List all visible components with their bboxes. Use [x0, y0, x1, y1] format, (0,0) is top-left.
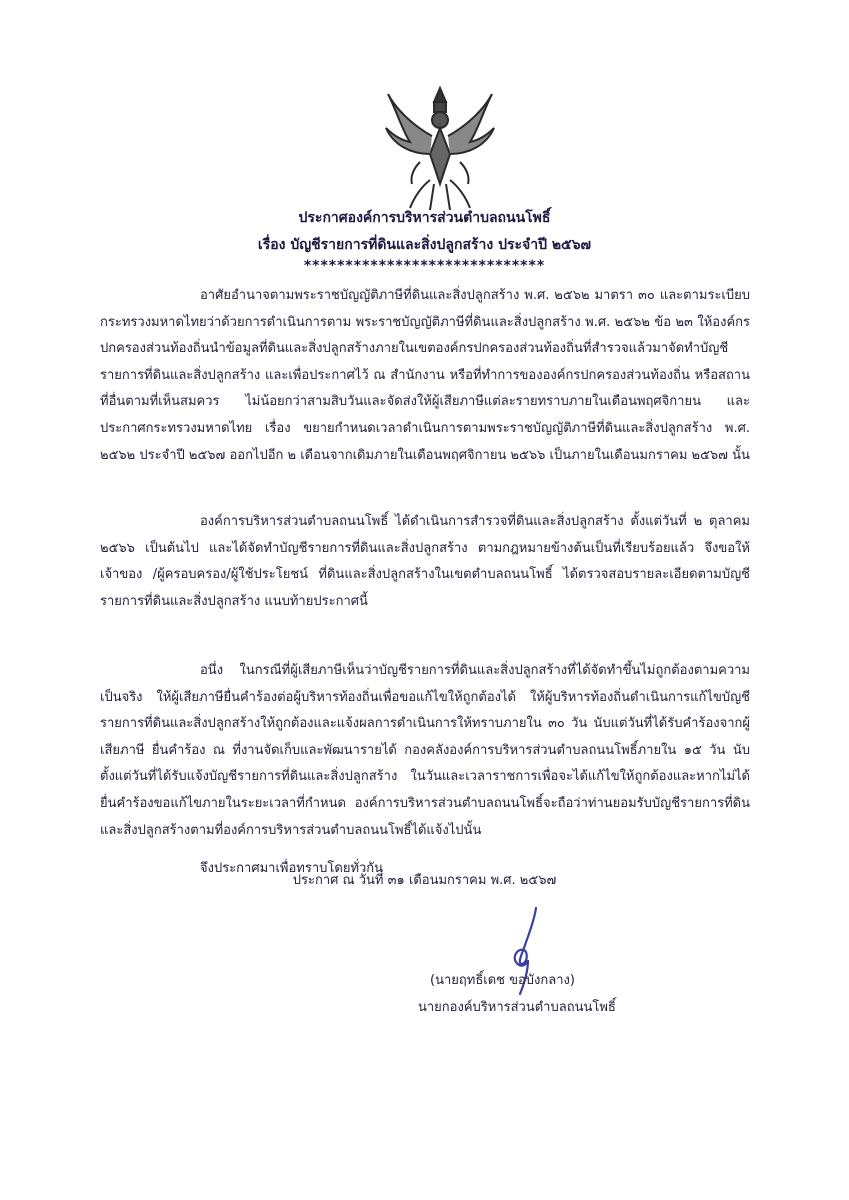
signer-position: นายกองค์บริหารส่วนตำบลถนนโพธิ์ [418, 1000, 616, 1015]
announcement-date: ประกาศ ณ วันที่ ๓๑ เดือนมกราคม พ.ศ. ๒๕๖๗ [292, 873, 557, 888]
garuda-emblem-icon [380, 84, 500, 214]
paragraph-authority: อาศัยอำนาจตามพระราชบัญญัติภาษีที่ดินและสิ่งปลูกสร้าง พ.ศ. ๒๕๖๒ มาตรา ๓๐ และตามระเบียบกระทรวงมหาดไทยว่าด้วยการดำเนินการตาม พระราชบัญญัติภาษีที่ดินและสิ่งปลูกสร้าง พ.ศ. ๒๕๖๒ ข้อ ๒๓ ให้องค์กรปกครองส่วนท้องถิ่นนำข้อมูลที่ดินและสิ่งปลูกสร้างภายในเขตองค์กรปกครองส่วนท้องถิ่นที่สำรวจแล้วมาจัดทำบัญชีรายการที่ดินและสิ่งปลูกสร้าง และเพื่อประกาศไว้ ณ สำนักงาน หรือที่ทำการขององค์กรปกครองส่วนท้องถิ่น หรือสถานที่อื่นตามที่เห็นสมควร ไม่น้อยกว่าสามสิบวันและจัดส่งให้ผู้เสียภาษีแต่ละรายทราบภายในเดือนพฤศจิกายน และประกาศกระทรวงมหาดไทย เรื่อง ขยายกำหนดเวลาดำเนินการตามพระราชบัญญัติภาษีที่ดินและสิ่งปลูกสร้าง พ.ศ. ๒๕๖๒ ประจำปี ๒๕๖๗ ออกไปอีก ๒ เดือนจากเดิมภายในเดือนพฤศจิกายน ๒๕๖๖ เป็นภายในเดือนมกราคม ๒๕๖๗ นั้น [100, 288, 750, 463]
signer-name: (นายฤทธิ์เดช ขอบังกลาง) [430, 973, 575, 988]
closing-statement: จึงประกาศมาเพื่อทราบโดยทั่วกัน [200, 861, 384, 876]
announcement-title: ประกาศองค์การบริหารส่วนตำบลถนนโพธิ์ [298, 210, 551, 226]
announcement-subject: เรื่อง บัญชีรายการที่ดินและสิ่งปลูกสร้าง ประจำปี ๒๕๖๗ [257, 237, 592, 253]
separator-line: ***************************** [303, 258, 546, 274]
paragraph-survey: องค์การบริหารส่วนตำบลถนนโพธิ์ ได้ดำเนินการสำรวจที่ดินและสิ่งปลูกสร้าง ตั้งแต่วันที่ ๒ ตุลาคม ๒๕๖๖ เป็นต้นไป และได้จัดทำบัญชีรายการที่ดินและสิ่งปลูกสร้าง ตามกฎหมายข้างต้นเป็นที่เรียบร้อยแล้ว จึงขอให้เจ้าของ /ผู้ครอบครอง/ผู้ใช้ประโยชน์ ที่ดินและสิ่งปลูกสร้างในเขตตำบลถนนโพธิ์ ได้ตรวจสอบรายละเอียดตามบัญชีรายการที่ดินและสิ่งปลูกสร้าง แนบท้ายประกาศนี้ [100, 514, 750, 609]
paragraph-correction: อนึ่ง ในกรณีที่ผู้เสียภาษีเห็นว่าบัญชีรายการที่ดินและสิ่งปลูกสร้างที่ได้จัดทำขึ้นไม่ถูกต้องตามความเป็นจริง ให้ผู้เสียภาษียื่นคำร้องต่อผู้บริหารท้องถิ่นเพื่อขอแก้ไขให้ถูกต้องได้ ให้ผู้บริหารท้องถิ่นดำเนินการแก้ไขบัญชีรายการที่ดินและสิ่งปลูกสร้างให้ถูกต้องและแจ้งผลการดำเนินการให้ทราบภายใน ๓๐ วัน นับแต่วันที่ได้รับคำร้องจากผู้เสียภาษี ยื่นคำร้อง ณ ที่งานจัดเก็บและพัฒนารายได้ กองคลังองค์การบริหารส่วนตำบลถนนโพธิ์ภายใน ๑๕ วัน นับตั้งแต่วันที่ได้รับแจ้งบัญชีรายการที่ดินและสิ่งปลูกสร้าง ในวันและเวลาราชการเพื่อจะได้แก้ไขให้ถูกต้องและหากไม่ได้ยื่นคำร้องขอแก้ไขภายในระยะเวลาที่กำหนด องค์การบริหารส่วนตำบลถนนโพธิ์จะถือว่าท่านยอมรับบัญชีรายการที่ดินและสิ่งปลูกสร้างตามที่องค์การบริหารส่วนตำบลถนนโพธิ์ได้แจ้งไปนั้น [100, 663, 750, 838]
